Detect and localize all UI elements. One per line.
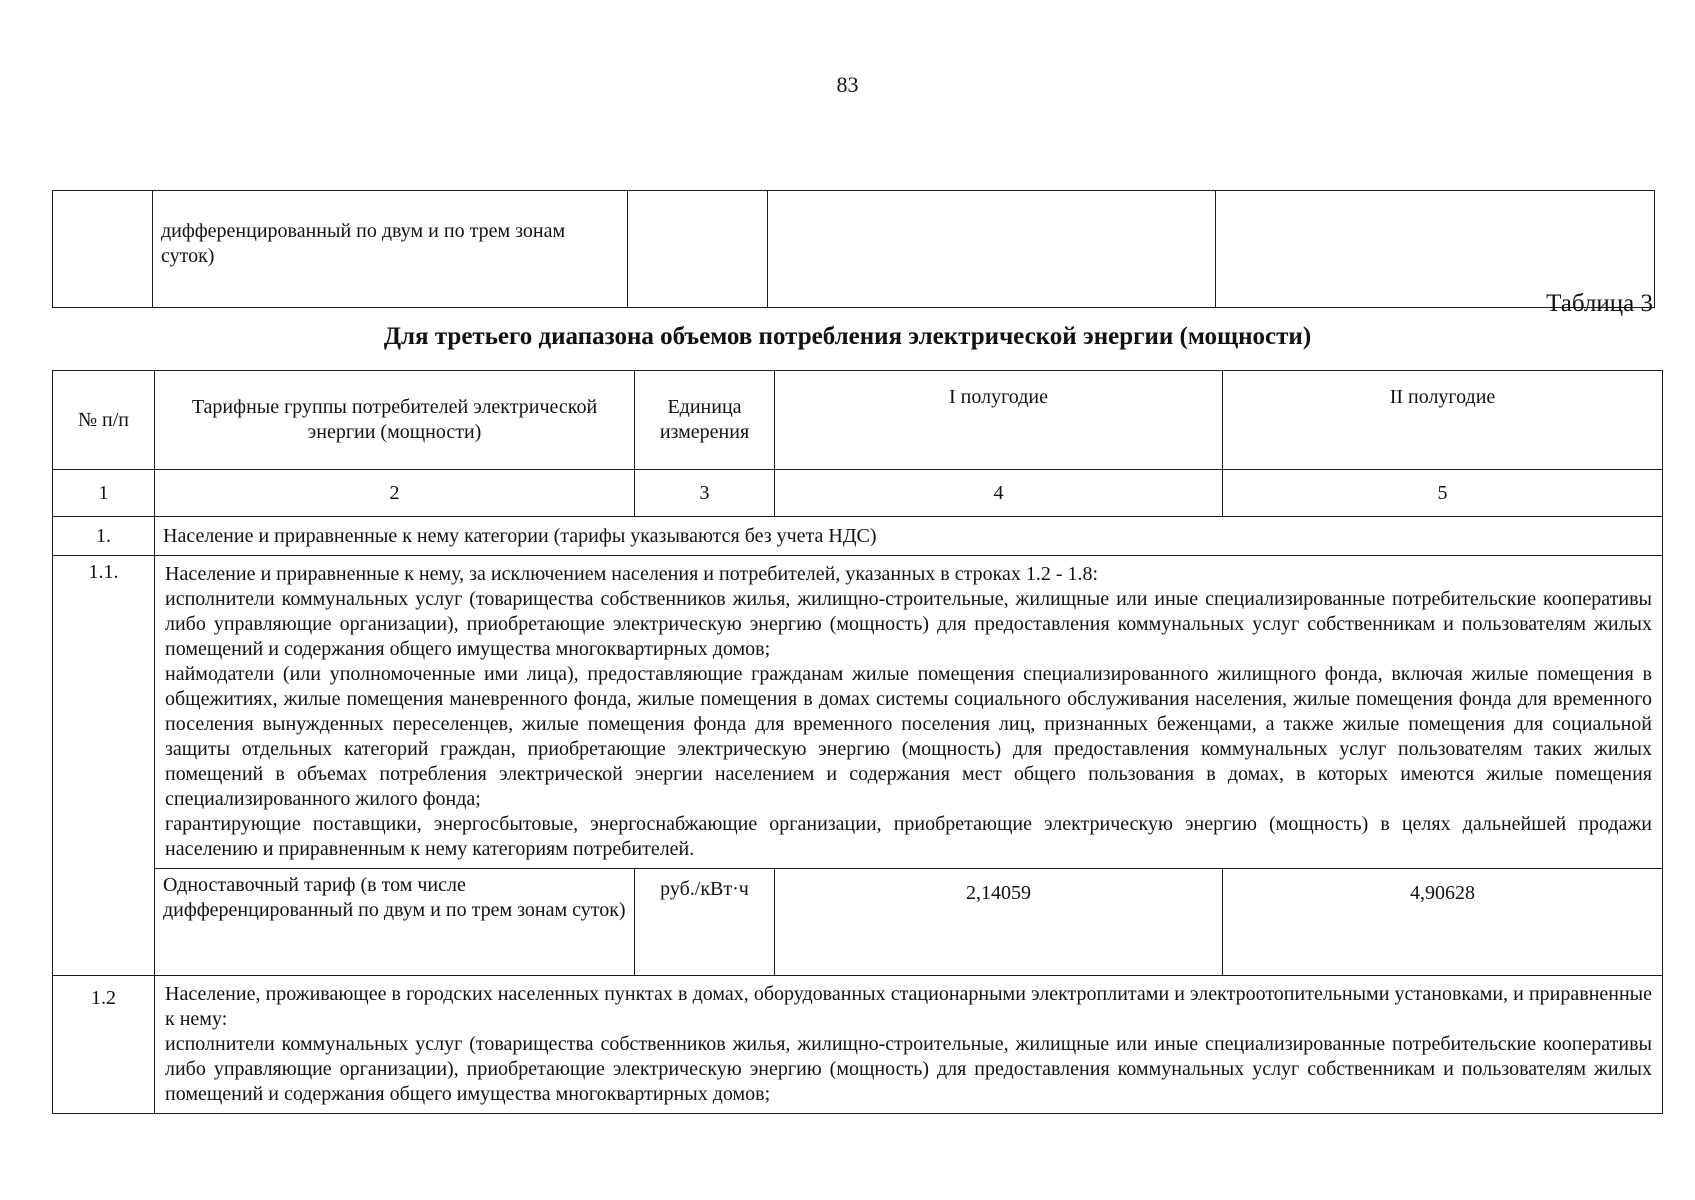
paragraph: наймодатели (или уполномоченные ими лица), предоставляющие гражданам жилые помещения специализированного жилищного фонда, включая жилые помещения в общежитиях, жилые помещения маневренного фонда, жилые помещения в домах системы социального обслуживания населения, жилые помещения фонда для временного поселения вынужденных переселенцев, жилые помещения фонда для временного поселения лиц, признанных беженцами, а также жилые помещения для социальной защиты отдельных категорий граждан, приобретающие электрическую энергию (мощность) для предоставления коммунальных услуг пользователям таких жилых помещений в объемах потребления электрической энергии населением и содержания мест общего пользования в домах, в которых имеются жилые помещения специализированного жилого фонда; (165, 663, 1652, 810)
table-row-1-1 (53, 556, 1663, 869)
paragraph: исполнители коммунальных услуг (товарищества собственников жилья, жилищно-строительные, жилищные или иные специализированные потребительские кооперативы либо управляющие организации), приобретающие электрическую энергию (мощность) для предоставления коммунальных услуг собственникам и пользователям жилых помещений и содержания общего имущества многоквартирных домов; (165, 1033, 1652, 1105)
header-groups: Тарифные группы потребителей электрической энергии (мощности) (155, 371, 635, 470)
header-unit: Единица измерения (635, 371, 775, 470)
column-number: 1 (53, 470, 155, 517)
tariff-label: Одноставочный тариф (в том числе дифференцированный по двум и по трем зонам суток) (155, 869, 635, 976)
table-cell (53, 191, 153, 308)
column-number: 3 (635, 470, 775, 517)
tariff-row (53, 869, 1663, 976)
table-row-1 (53, 517, 1663, 556)
table-header-row (53, 371, 1663, 470)
tariff-table (52, 370, 1663, 1114)
table-cell (153, 191, 628, 308)
column-number: 5 (1223, 470, 1663, 517)
row-text: Население и приравненные к нему категории (тарифы указываются без учета НДС) (155, 517, 1663, 556)
tariff-value-second-half: 4,90628 (1223, 869, 1663, 976)
paragraph: Население, проживающее в городских населенных пунктах в домах, оборудованных стационарными электроплитами и электроотопительными установками, и приравненные к нему: (165, 983, 1652, 1030)
table-title: Для третьего диапазона объемов потребления электрической энергии (мощности) (383, 323, 1312, 350)
table-cell (768, 191, 1216, 308)
row-number: 1.2 (53, 976, 155, 1114)
header-second-half: II полугодие (1223, 371, 1663, 470)
row-number: 1. (53, 517, 155, 556)
prev-row-text: дифференцированный по двум и по трем зонам суток) (161, 220, 566, 267)
header-num: № п/п (53, 371, 155, 470)
header-first-half: I полугодие (775, 371, 1223, 470)
table-row-1-2 (53, 976, 1663, 1114)
column-number: 2 (155, 470, 635, 517)
paragraph: исполнители коммунальных услуг (товарищества собственников жилья, жилищно-строительные, жилищные или иные специализированные потребительские кооперативы либо управляющие организации), приобретающие электрическую энергию (мощность) для предоставления коммунальных услуг собственникам и пользователям жилых помещений и содержания общего имущества многоквартирных домов; (165, 588, 1652, 660)
table-caption: Таблица 3 (1546, 290, 1653, 317)
row-description (155, 976, 1663, 1114)
paragraph: Население и приравненные к нему, за исключением населения и потребителей, указанных в строках 1.2 - 1.8: (165, 563, 1099, 585)
tariff-value-first-half: 2,14059 (775, 869, 1223, 976)
paragraph: гарантирующие поставщики, энергосбытовые, энергоснабжающие организации, приобретающие электрическую энергию (мощность) в целях дальнейшей продажи населению и приравненным к нему категориям потребителей. (165, 813, 1652, 860)
table-row (53, 191, 1655, 308)
page-number: 83 (836, 72, 859, 97)
table-cell (628, 191, 768, 308)
previous-table-fragment (52, 190, 1655, 308)
tariff-unit: руб./кВт·ч (635, 869, 775, 976)
row-description (155, 556, 1663, 869)
row-number: 1.1. (53, 556, 155, 976)
column-number-row (53, 470, 1663, 517)
column-number: 4 (775, 470, 1223, 517)
